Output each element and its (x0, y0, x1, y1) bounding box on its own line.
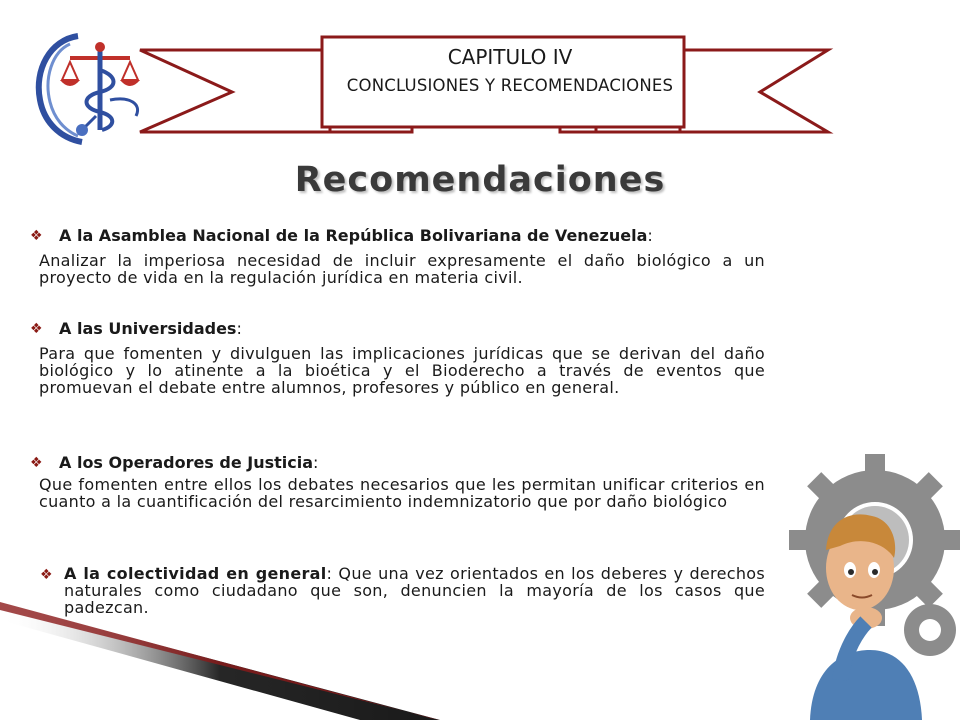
diamond-bullet-icon: ❖ (30, 321, 43, 337)
justice-scales-caduceus-logo-icon (30, 30, 150, 145)
section-body-colectividad: : Que una vez orientados en los deberes y derechos naturales como ciudadano que son, denuncien la mayoría de los casos que padezcan. (64, 564, 765, 617)
diamond-bullet-icon: ❖ (30, 455, 43, 471)
section-heading-suffix: : (313, 453, 319, 472)
chapter-subtitle: CONCLUSIONES Y RECOMENDACIONES (346, 76, 674, 95)
section-heading-text: A la Asamblea Nacional de la República Bolivariana de Venezuela (59, 226, 648, 245)
section-heading-text: A la colectividad en general (64, 564, 327, 583)
thinking-man-with-gears-icon (780, 450, 960, 720)
section-body-operadores: Que fomenten entre ellos los debates necesarios que les permitan unificar criterios en cuanto a la cuantificación del resarcimiento indemnizatorio que por daño biológico (39, 475, 765, 511)
page-title: Recomendaciones (294, 160, 666, 200)
section-heading-text: A los Operadores de Justicia (59, 453, 314, 472)
section-heading-text: A las Universidades (59, 319, 237, 338)
section-heading-suffix: : (236, 319, 242, 338)
diamond-bullet-icon: ❖ (40, 567, 53, 583)
chapter-title: CAPITULO IV (447, 45, 573, 69)
section-heading-suffix: : (647, 226, 653, 245)
section-heading-asamblea (59, 226, 653, 245)
section-heading-operadores (59, 453, 318, 472)
section-body-asamblea: Analizar la imperiosa necesidad de incluir expresamente el daño biológico a un proyecto de vida en la regulación jurídica en materia civil. (39, 251, 765, 287)
section-heading-universidades (59, 319, 242, 338)
section-body-universidades: Para que fomenten y divulguen las implicaciones jurídicas que se derivan del daño biológico y lo atinente a la bioética y el Bioderecho a través de eventos que promuevan el debate entre alumnos, profesores y público en general. (39, 344, 765, 397)
diamond-bullet-icon: ❖ (30, 228, 43, 244)
